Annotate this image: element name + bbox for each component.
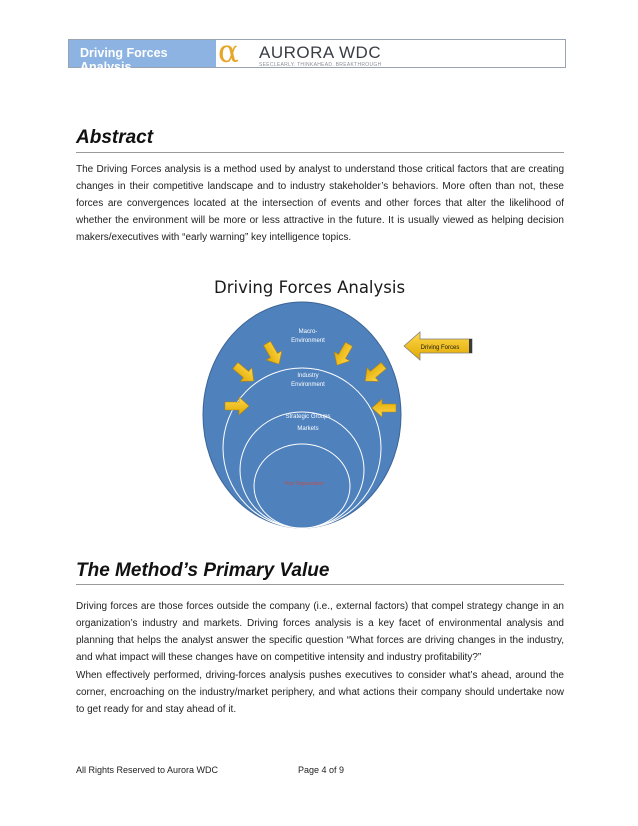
logo-name: AURORA WDC [259,43,382,62]
diagram-title: Driving Forces Analysis [214,278,406,297]
page-header [68,34,566,74]
primary-value-divider [76,584,564,585]
footer-rights: All Rights Reserved to Aurora WDC [76,765,219,775]
abstract-heading: Abstract [76,127,154,148]
primary-value-paragraph-1: Driving forces are those forces outside the company (i.e., external factors) that compel strategy change in an organization’s industry and markets. Driving forces analysis is a key facet of environmental analysis and planning that helps the analyst answer the specific question “What forces are driving changes in the industry, and what impact will these changes have on competitive intensity and industry profitability?” [76,601,564,663]
alpha-logo-icon: α [218,34,239,70]
abstract-paragraph: The Driving Forces analysis is a method used by analyst to understand those critical factors that are creating changes in their competitive landscape and to industry stakeholder’s behaviors. More often than not, these forces are convergences located at the intersection of events and other forces that alter the likelihood of whether the environment will be more or less attractive in the future. It is usually viewed as helping decision makers/executives with “early warning” key intelligence topics. [76,164,564,243]
macro-environment-label: Macro- [298,329,318,335]
driving-forces-legend-label: Driving Forces [420,345,460,351]
driving-forces-diagram [190,300,480,540]
markets-label: Markets [297,426,319,432]
primary-value-paragraph-2: When effectively performed, driving-forces analysis pushes executives to consider what’s ahead, around the corner, encroaching on the industry/market periphery, and what actions their company should undertake now to get ready for and stay ahead of it. [76,670,564,715]
strategic-groups-label: Strategic Groups [285,414,331,420]
abstract-divider [76,152,564,153]
logo-tagline: SEECLEARLY. THINKAHEAD. BREAKTHROUGH [259,62,382,68]
your-organization-label: Your Organization [284,481,324,487]
header-title: Driving Forces Analysis [80,46,168,74]
footer-page-number: Page 4 of 9 [298,765,345,775]
primary-value-heading: The Method’s Primary Value [76,560,330,581]
driving-forces-legend [404,332,472,360]
macro-environment-label-2: Environment [291,338,325,344]
header-title-tab [69,40,216,74]
industry-environment-label-2: Environment [291,382,325,388]
industry-environment-label: Industry [297,373,319,379]
